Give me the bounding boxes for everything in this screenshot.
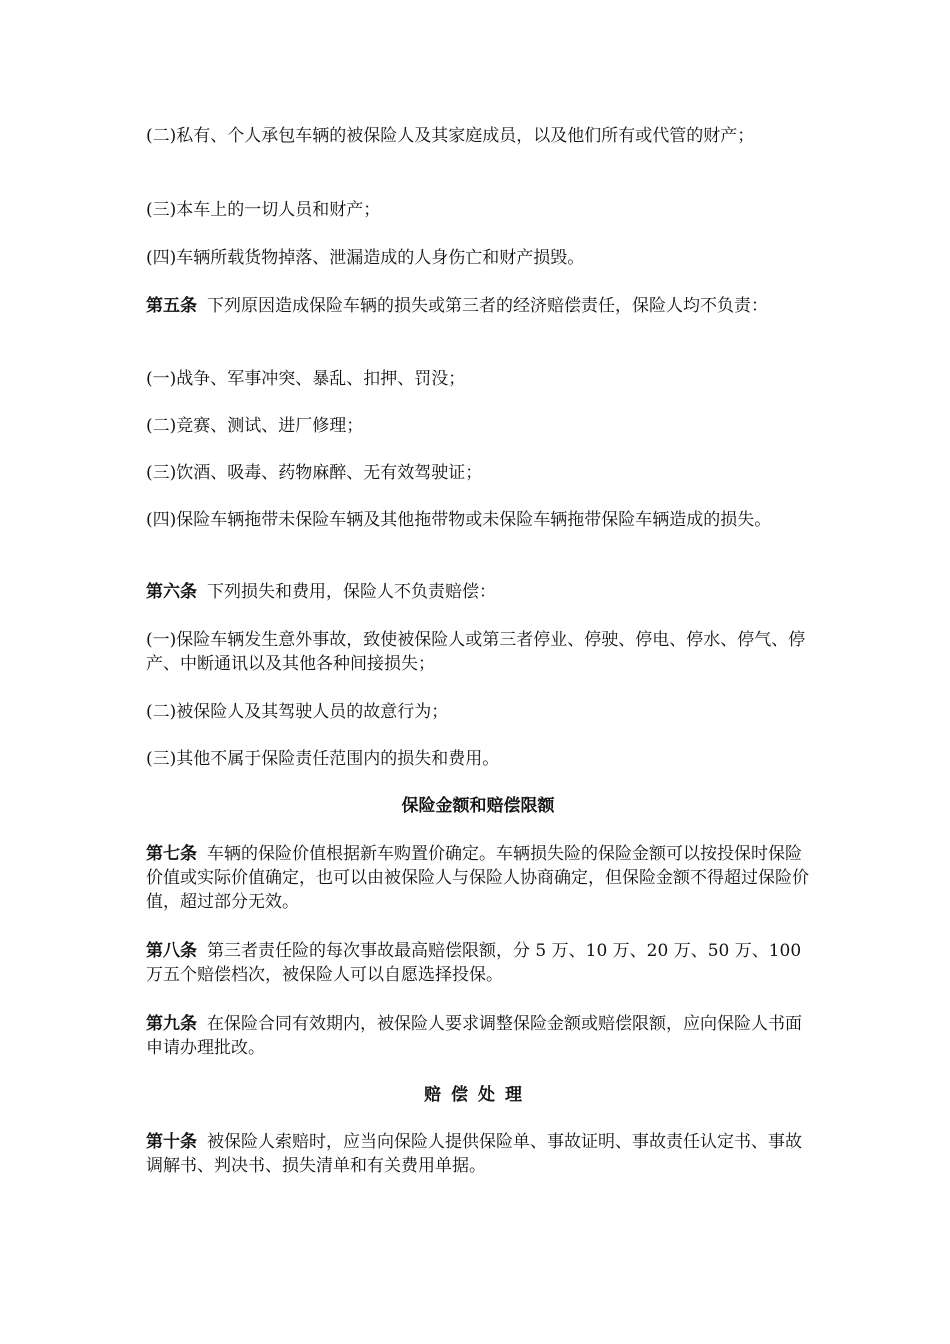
clause-5-2: (二)竞赛、测试、进厂修理； xyxy=(146,416,364,436)
section-heading-claims: 赔偿处理 xyxy=(424,1085,532,1105)
clause-2-2: (二)私有、个人承包车辆的被保险人及其家庭成员，以及他们所有或代管的财产； xyxy=(146,126,755,146)
article-5: 第五条 下列原因造成保险车辆的损失或第三者的经济赔偿责任，保险人均不负责： xyxy=(146,296,768,316)
clause-5-3: (三)饮酒、吸毒、药物麻醉、无有效驾驶证； xyxy=(146,463,483,483)
article-7: 第七条 车辆的保险价值根据新车购置价确定。车辆损失险的保险金额可以按投保时保险价值或实际价值确定，也可以由被保险人与保险人协商确定，但保险金额不得超过保险价值，超过部分无效。 xyxy=(146,844,809,912)
article-number: 第五条 xyxy=(146,296,197,316)
article-number: 第九条 xyxy=(146,1014,197,1034)
article-number: 第七条 xyxy=(146,844,197,864)
section-heading-insured-amount: 保险金额和赔偿限额 xyxy=(401,796,555,816)
clause-5-4: (四)保险车辆拖带未保险车辆及其他拖带物或未保险车辆拖带保险车辆造成的损失。 xyxy=(146,510,772,530)
article-number: 第六条 xyxy=(146,582,197,602)
article-number: 第十条 xyxy=(146,1132,197,1152)
clause-2-3: (三)本车上的一切人员和财产； xyxy=(146,200,381,220)
article-6: 第六条 下列损失和费用，保险人不负责赔偿： xyxy=(146,582,496,602)
article-number: 第八条 xyxy=(146,941,197,961)
clause-5-1: (一)战争、军事冲突、暴乱、扣押、罚没； xyxy=(146,369,466,389)
article-8: 第八条 第三者责任险的每次事故最高赔偿限额，分 5 万、10 万、20 万、50 万、100 万五个赔偿档次，被保险人可以自愿选择投保。 xyxy=(146,941,802,985)
clause-6-2: (二)被保险人及其驾驶人员的故意行为； xyxy=(146,702,449,722)
article-10: 第十条 被保险人索赔时，应当向保险人提供保险单、事故证明、事故责任认定书、事故调解书、判决书、损失清单和有关费用单据。 xyxy=(146,1132,802,1176)
clause-2-4: (四)车辆所载货物掉落、泄漏造成的人身伤亡和财产损毁。 xyxy=(146,248,585,268)
clause-6-3: (三)其他不属于保险责任范围内的损失和费用。 xyxy=(146,749,500,769)
article-9: 第九条 在保险合同有效期内，被保险人要求调整保险金额或赔偿限额，应向保险人书面申请办理批改。 xyxy=(146,1014,802,1058)
clause-6-1: (一)保险车辆发生意外事故，致使被保险人或第三者停业、停驶、停电、停水、停气、停产、中断通讯以及其他各种间接损失； xyxy=(146,630,806,674)
